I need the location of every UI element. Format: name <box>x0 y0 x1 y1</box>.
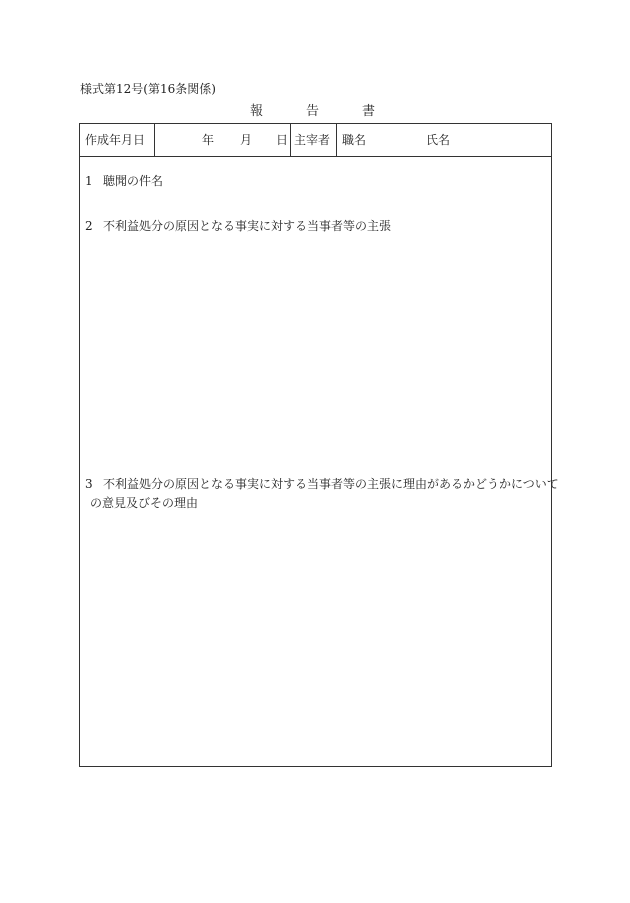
name-label: 氏名 <box>426 133 451 147</box>
section-party-claims <box>85 217 391 236</box>
month-label: 月 <box>240 133 253 147</box>
year-label: 年 <box>202 133 215 147</box>
header-row <box>80 124 551 157</box>
position-label: 職名 <box>342 133 367 147</box>
title-char-3: 書 <box>362 104 376 119</box>
section-opinion <box>85 475 559 513</box>
divider <box>290 124 291 156</box>
section-number: 2 <box>85 219 93 233</box>
title-char-1: 報 <box>250 104 264 119</box>
section-number: 1 <box>85 174 93 188</box>
date-label: 作成年月日 <box>85 133 146 147</box>
report-form <box>79 123 559 767</box>
section-number: 3 <box>85 477 93 491</box>
day-label: 日 <box>276 133 289 147</box>
section-hearing-subject <box>85 172 163 191</box>
section-text-continued: の意見及びその理由 <box>90 496 199 510</box>
chair-label: 主宰者 <box>294 133 331 147</box>
form-number: 様式第12号(第16条関係) <box>80 82 216 96</box>
document-title <box>250 100 418 119</box>
title-char-2: 告 <box>306 104 320 119</box>
section-text: 聴聞の件名 <box>103 174 164 188</box>
section-text: 不利益処分の原因となる事実に対する当事者等の主張 <box>103 219 392 233</box>
divider <box>336 124 337 156</box>
section-text: 不利益処分の原因となる事実に対する当事者等の主張に理由があるかどうかについて <box>103 477 559 491</box>
divider <box>154 124 155 156</box>
